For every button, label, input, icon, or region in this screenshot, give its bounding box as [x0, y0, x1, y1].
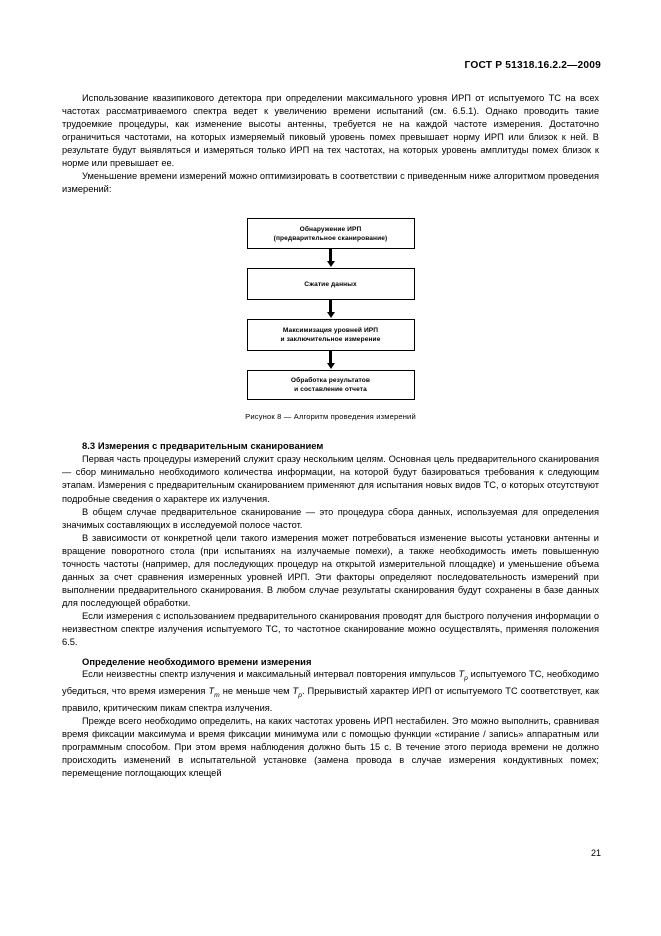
- arrow-head-icon: [327, 363, 335, 369]
- flow-box-compression: [247, 268, 415, 300]
- paragraph-1: Использование квазипикового детектора при определении максимального уровня ИРП от испытуемого ТС на всех частотах рассматриваемого спектра ведет к увеличению времени испытаний (см. 6.5.1). Однако проводить такие трудоемкие процедуры, как изменение высоты антенны, требуется не на каждой частоте измерения. Достаточно ограничиться частотами, на которых измеряемый пиковый уровень помех превышает норму ИРП или близок к ней. В результате будут выявляться и измеряться только ИРП на тех частотах, на которых уровень амплитуды помех близок к норме или превышает ее.: [62, 93, 599, 169]
- flowchart: [247, 218, 415, 400]
- variable-subscript: m: [214, 691, 220, 699]
- variable-symbol: T: [458, 669, 465, 680]
- flow-box-compression-line1: Сжатие данных: [304, 280, 357, 288]
- paragraph-7-part-c: не меньше чем: [219, 685, 293, 696]
- figure-8: [62, 218, 599, 421]
- flow-box-processing-line1: Обработка результатов: [290, 377, 371, 385]
- standard-number-header: ГОСТ Р 51318.16.2.2—2009: [464, 60, 601, 71]
- figure-caption: Рисунок 8 — Алгоритм проведения измерений: [245, 412, 416, 422]
- arrow-head-icon: [327, 312, 335, 318]
- paragraph-7: [62, 668, 599, 715]
- variable-tp-2: [292, 685, 302, 699]
- variable-tm: [208, 685, 220, 699]
- variable-subscript: p: [464, 674, 468, 682]
- variable-subscript: p: [298, 691, 302, 699]
- paragraph-7-part-b: испытуемого ТС, необходимо убедиться, что время измерения: [62, 669, 600, 696]
- flow-box-detection-line2: (предварительное сканирование): [273, 234, 388, 242]
- paragraph-6: Если измерения с использованием предварительного сканирования проводят для быстрого получения информации о неизвестном спектре излучения испытуемого ТС, то частотное сканирование можно осуществлять, применяя положения 6.5.: [62, 610, 599, 648]
- subheading-measurement-time: Определение необходимого времени измерения: [82, 656, 312, 668]
- paragraph-5: В зависимости от конкретной цели такого измерения может потребоваться изменение высоты установки антенны и вращение поворотного стола (при испытаниях на излучаемые помехи), а также необходимость иметь повышенную точность частоты (например, для последующих процедур на открытой измерительной площадке) и уменьшение объема данных за счет сравнения измеренных уровней ИРП. Эти факторы определяют последовательность измерений при выполнении предварительного сканирования. В любом случае результаты сканирования будут сохранены в базе данных для последующей обработки.: [62, 532, 599, 608]
- page-number: 21: [590, 848, 601, 858]
- paragraph-7-part-a: Если неизвестны спектр излучения и максимальный интервал повторения импульсов: [82, 669, 459, 680]
- flow-box-detection: [247, 218, 415, 249]
- flow-box-detection-line1: Обнаружение ИРП: [299, 225, 362, 233]
- paragraph-4: В общем случае предварительное сканирование — это процедура сбора данных, используемая для определения значимых составляющих в исследуемой полосе частот.: [62, 506, 599, 530]
- variable-symbol: T: [208, 685, 215, 696]
- paragraph-7-part-d: . Прерывистый характер ИРП от испытуемого ТС соответствует, как правило, критическим пикам спектра излучения.: [62, 685, 599, 713]
- flow-box-maximization-line2: и заключительное измерение: [280, 336, 381, 344]
- flow-arrow-1: [247, 249, 415, 268]
- page-content: [62, 92, 599, 780]
- section-heading-8-3: 8.3 Измерения с предварительным сканированием: [82, 440, 324, 452]
- variable-tp-1: [458, 669, 468, 682]
- flow-box-processing: [247, 370, 415, 400]
- flow-arrow-2: [247, 300, 415, 319]
- paragraph-2: Уменьшение времени измерений можно оптимизировать в соответствии с приведенным ниже алгоритмом проведения измерений:: [62, 171, 599, 195]
- paragraph-3: Первая часть процедуры измерений служит сразу нескольким целям. Основная цель предварительного сканирования — сбор минимально необходимого количества информации, на которой будут базироваться требования к следующим этапам. Измерения с предварительным сканированием применяют для испытания новых видов ТС, о которых отсутствуют подробные сведения о характере их излучения.: [62, 454, 599, 504]
- flow-box-maximization-line1: Максимизация уровней ИРП: [282, 327, 379, 335]
- flow-box-maximization: [247, 319, 415, 351]
- flow-arrow-3: [247, 351, 415, 370]
- variable-symbol: T: [292, 685, 299, 696]
- paragraph-8: Прежде всего необходимо определить, на каких частотах уровень ИРП нестабилен. Это можно выполнить, сравнивая время фиксации максимума и время фиксации минимума или с помощью функции «стирание / запись» аппаратным или программным способом. При этом время наблюдения должно быть 15 с. В течение этого периода времени не должно происходить изменений в испытательной установке (замена провода в случае измерения кондуктивных помех; перемещение поглощающих клещей: [62, 715, 599, 779]
- flow-box-processing-line2: и составление отчета: [294, 386, 367, 394]
- arrow-head-icon: [327, 261, 335, 267]
